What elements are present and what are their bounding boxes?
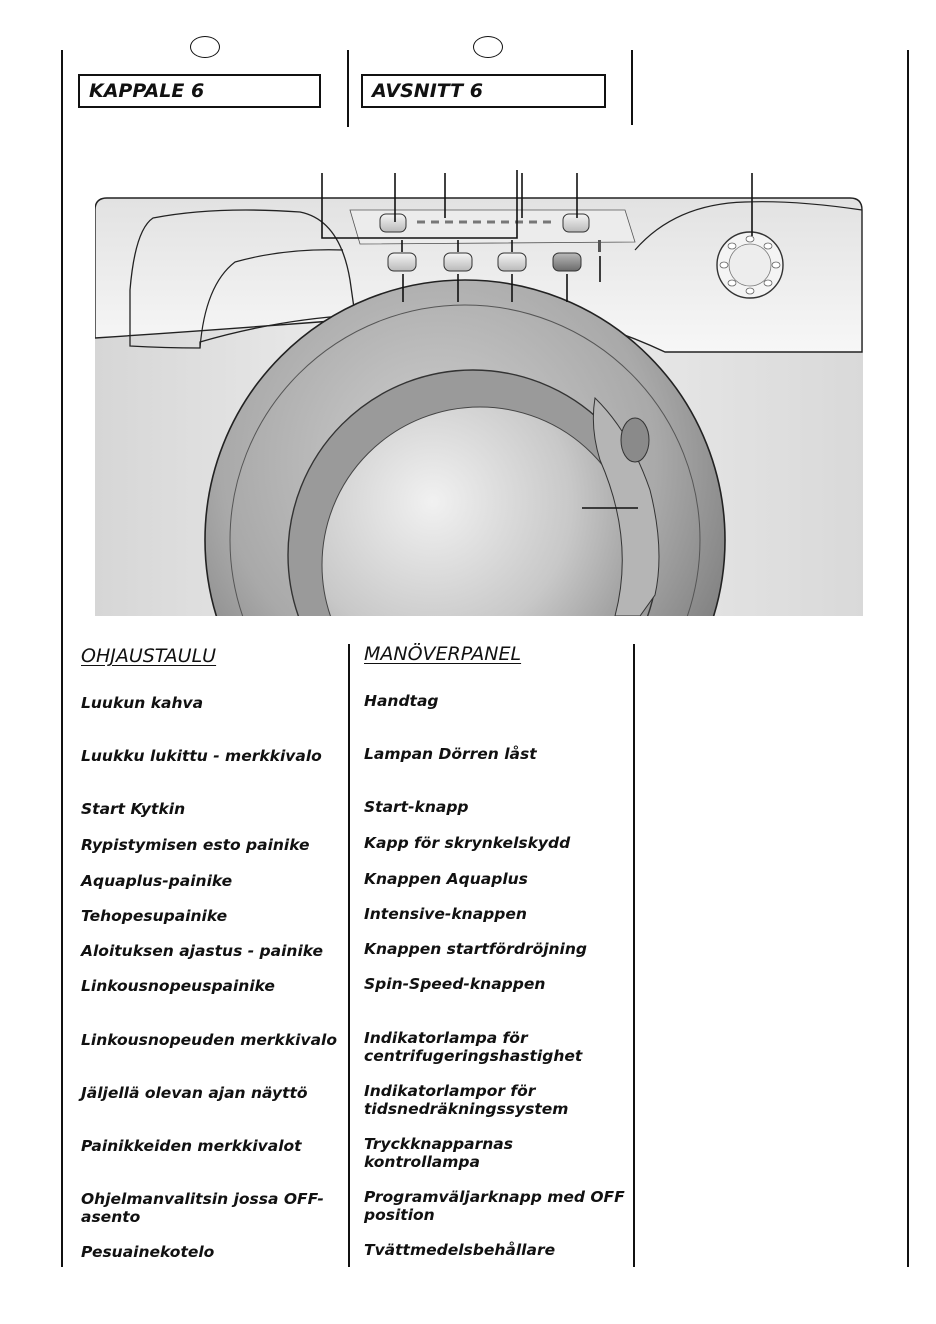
fi-item-spin-speed-lamp: Linkousnopeuden merkkivalo [81,1031,338,1049]
fi-item-start-button: Start Kytkin [81,800,186,818]
fi-item-door-handle: Luukun kahva [81,694,204,712]
column-divider-top-right [631,50,633,125]
fi-item-detergent-drawer: Pesuainekotelo [81,1243,215,1261]
fi-item-button-lamps: Painikkeiden merkkivalot [81,1137,302,1155]
chapter-heading-fi: KAPPALE 6 [78,74,321,108]
fi-item-delay-start-button: Aloituksen ajastus - painike [81,942,324,960]
washing-machine-illustration [95,170,865,616]
sv-item-door-handle: Handtag [364,692,439,710]
right-margin-rule [907,50,909,1267]
sv-item-button-lamps: Tryckknapparnas kontrollampa [364,1135,513,1171]
sv-item-anti-crease-button: Kapp för skrynkelskydd [364,834,571,852]
sv-item-aquaplus-button: Knappen Aquaplus [364,870,528,888]
column-divider-top [347,50,349,127]
sv-item-door-locked-lamp: Lampan Dörren låst [364,745,537,763]
fi-item-spin-speed-button: Linkousnopeuspainike [81,977,275,995]
sv-item-intensive-button: Intensive-knappen [364,905,527,923]
fi-item-anti-crease-button: Rypistymisen esto painike [81,836,310,854]
fi-item-intensive-button: Tehopesupainike [81,907,228,925]
language-flag-marker-fi [190,36,220,58]
fi-item-aquaplus-button: Aquaplus-painike [81,872,233,890]
sv-item-remaining-time-display: Indikatorlampor för tidsnedräkningssystem [364,1082,569,1118]
sv-item-program-selector: Programväljarknapp med OFF position [364,1188,625,1224]
section-title-sv: MANÖVERPANEL [364,643,522,665]
section-title-fi: OHJAUSTAULU [81,645,217,667]
fi-item-door-locked-lamp: Luukku lukittu - merkkivalo [81,747,322,765]
language-flag-marker-sv [473,36,503,58]
sv-item-spin-speed-button: Spin-Speed-knappen [364,975,546,993]
sv-item-start-button: Start-knapp [364,798,469,816]
chapter-heading-sv: AVSNITT 6 [361,74,606,108]
left-margin-rule [61,50,63,1267]
sv-item-detergent-drawer: Tvättmedelsbehållare [364,1241,556,1259]
sv-item-delay-start-button: Knappen startfördröjning [364,940,588,958]
fi-item-program-selector: Ohjelmanvalitsin jossa OFF-asento [81,1190,324,1226]
sv-item-spin-speed-lamp: Indikatorlampa för centrifugeringshastighet [364,1029,583,1065]
fi-item-remaining-time-display: Jäljellä olevan ajan näyttö [81,1084,308,1102]
